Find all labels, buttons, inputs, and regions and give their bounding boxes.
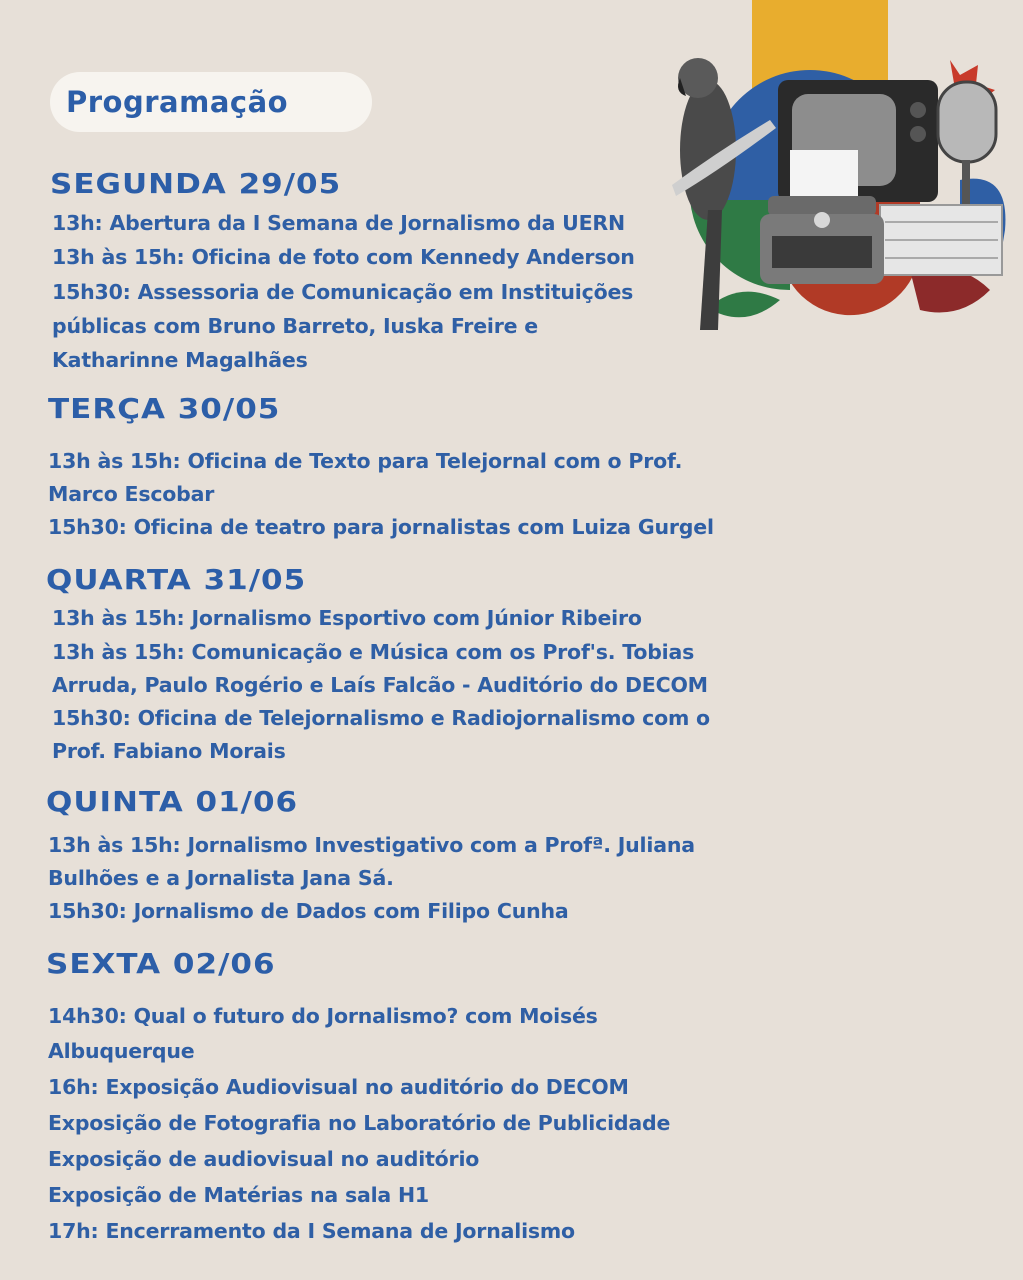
event-line: 15h30: Assessoria de Comunicação em Instituições — [52, 280, 634, 304]
newspaper-icon — [880, 205, 1002, 275]
event-line: 13h às 15h: Oficina de Texto para Telejornal com o Prof. — [48, 449, 683, 473]
day-heading: QUARTA 31/05 — [46, 564, 307, 597]
event-line: Prof. Fabiano Morais — [52, 739, 286, 763]
event-line: Exposição de Fotografia no Laboratório de Publicidade — [48, 1111, 671, 1135]
event-line: 13h às 15h: Jornalismo Investigativo com a Profª. Juliana — [48, 833, 695, 857]
event-line: Albuquerque — [48, 1039, 195, 1063]
event-line: Katharinne Magalhães — [52, 348, 308, 372]
event-line: Exposição de Matérias na sala H1 — [48, 1183, 429, 1207]
event-line: 13h às 15h: Oficina de foto com Kennedy Anderson — [52, 245, 635, 269]
event-line: 13h às 15h: Jornalismo Esportivo com Júnior Ribeiro — [52, 606, 642, 630]
event-line: 13h: Abertura da I Semana de Jornalismo da UERN — [52, 211, 625, 235]
event-line: 17h: Encerramento da I Semana de Jornalismo — [48, 1219, 575, 1243]
day-heading: QUINTA 01/06 — [46, 786, 299, 819]
day-heading: SEXTA 02/06 — [46, 948, 276, 981]
media-collage — [660, 0, 1023, 340]
event-line: 16h: Exposição Audiovisual no auditório do DECOM — [48, 1075, 629, 1099]
day-heading: TERÇA 30/05 — [48, 393, 281, 426]
event-line: 15h30: Oficina de Telejornalismo e Radiojornalismo com o — [52, 706, 710, 730]
page-title: Programação — [66, 85, 289, 119]
event-line: 14h30: Qual o futuro do Jornalismo? com Moisés — [48, 1004, 598, 1028]
event-line: Bulhões e a Jornalista Jana Sá. — [48, 866, 394, 890]
event-line: 13h às 15h: Comunicação e Música com os Prof's. Tobias — [52, 640, 695, 664]
event-line: 15h30: Jornalismo de Dados com Filipo Cunha — [48, 899, 569, 923]
day-heading: SEGUNDA 29/05 — [50, 168, 342, 201]
event-line: Arruda, Paulo Rogério e Laís Falcão - Auditório do DECOM — [52, 673, 708, 697]
title-pill — [50, 72, 372, 132]
event-line: Marco Escobar — [48, 482, 215, 506]
event-line: Exposição de audiovisual no auditório — [48, 1147, 480, 1171]
event-line: 15h30: Oficina de teatro para jornalistas com Luiza Gurgel — [48, 515, 714, 539]
event-line: públicas com Bruno Barreto, Iuska Freire e — [52, 314, 539, 338]
